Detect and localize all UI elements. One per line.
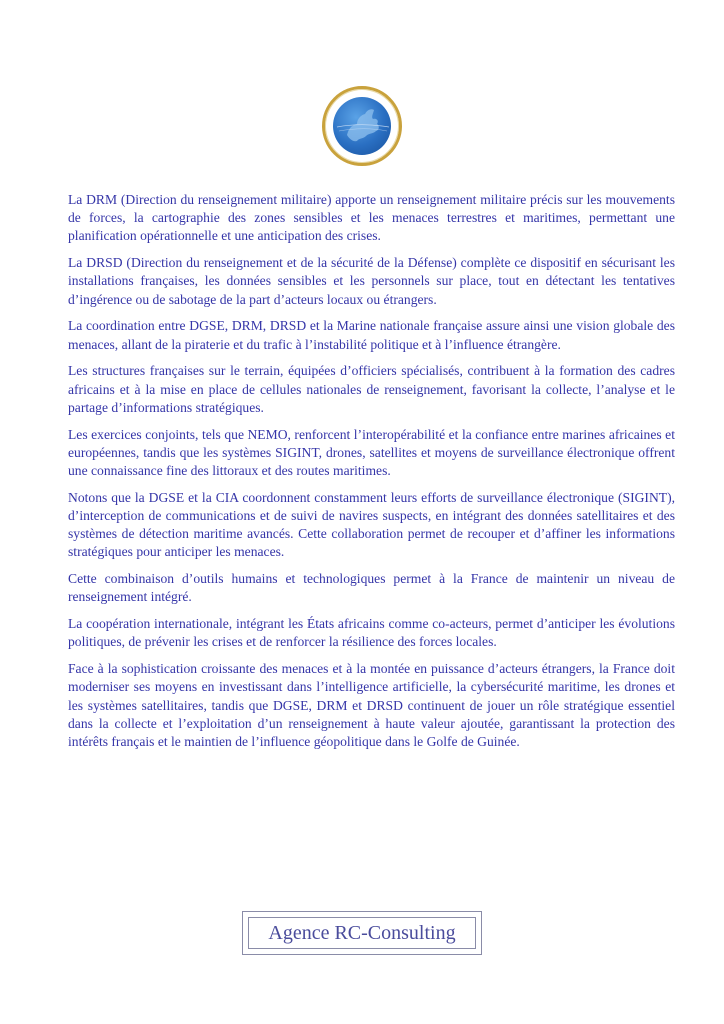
europe-globe-icon [333,97,391,155]
paragraph-conclusion: Face à la sophistication croissante des menaces et à la montée en puissance d’acteurs étrangers, la France doit moderniser ses moyens en investissant dans l’intelligence artificielle, la cybersécurité maritime, les drones et les systèmes satellitaires, tandis que DGSE, DRM et DRSD continuent de jouer un rôle stratégique essentiel dans la collecte et l’exploitation d’un renseignement à haute valeur ajoutée, garantissant la protection des intérêts français et le maintien de l’influence géopolitique dans le Golfe de Guinée. [68,661,675,750]
paragraph-drm: La DRM (Direction du renseignement militaire) apporte un renseignement militaire précis sur les mouvements de forces, la cartographie des zones sensibles et les menaces terrestres et maritimes, permettant une planification opérationnelle et une anticipation des crises. [68,192,675,244]
document-body [68,191,675,760]
paragraph-dgse-cia: Notons que la DGSE et la CIA coordonnent constamment leurs efforts de surveillance électronique (SIGINT), d’interception de communications et de suivi de navires suspects, en intégrant des données satellitaires et des systèmes de détection maritime avancés. Cette collaboration permet de recouper et d’affiner les informations stratégiques pour anticiper les menaces. [68,489,675,560]
paragraph-cooperation: La coopération internationale, intégrant les États africains comme co-acteurs, permet d’anticiper les évolutions politiques, de prévenir les crises et de renforcer la résilience des forces locales. [68,616,675,650]
paragraph-coordination: La coordination entre DGSE, DRM, DRSD et la Marine nationale française assure ainsi une vision globale des menaces, allant de la piraterie et du trafic à l’instabilité politique et à l’influence étrangère. [68,318,675,352]
logo [322,86,402,166]
paragraph-drsd: La DRSD (Direction du renseignement et de la sécurité de la Défense) complète ce dispositif en sécurisant les installations françaises, les données sensibles et les personnels sur place, tout en détectant les tentatives d’ingérence ou de sabotage de la part d’acteurs locaux ou étrangers. [68,255,675,307]
footer-brand-box [242,911,482,955]
footer-brand: Agence RC-Consulting [248,917,476,949]
paragraph-joint-exercises: Les exercices conjoints, tels que NEMO, renforcent l’interopérabilité et la confiance entre marines africaines et européennes, tandis que les systèmes SIGINT, drones, satellites et moyens de surveillance électronique offrent une connaissance fine des littoraux et des routes maritimes. [68,426,675,479]
paragraph-combination: Cette combinaison d’outils humains et technologiques permet à la France de maintenir un niveau de renseignement intégré. [68,571,675,605]
paragraph-field-structures: Les structures françaises sur le terrain, équipées d’officiers spécialisés, contribuent à la formation des cadres africains et à la mise en place de cellules nationales de renseignement, favorisant la collecte, l’analyse et le partage d’informations stratégiques. [68,363,675,415]
